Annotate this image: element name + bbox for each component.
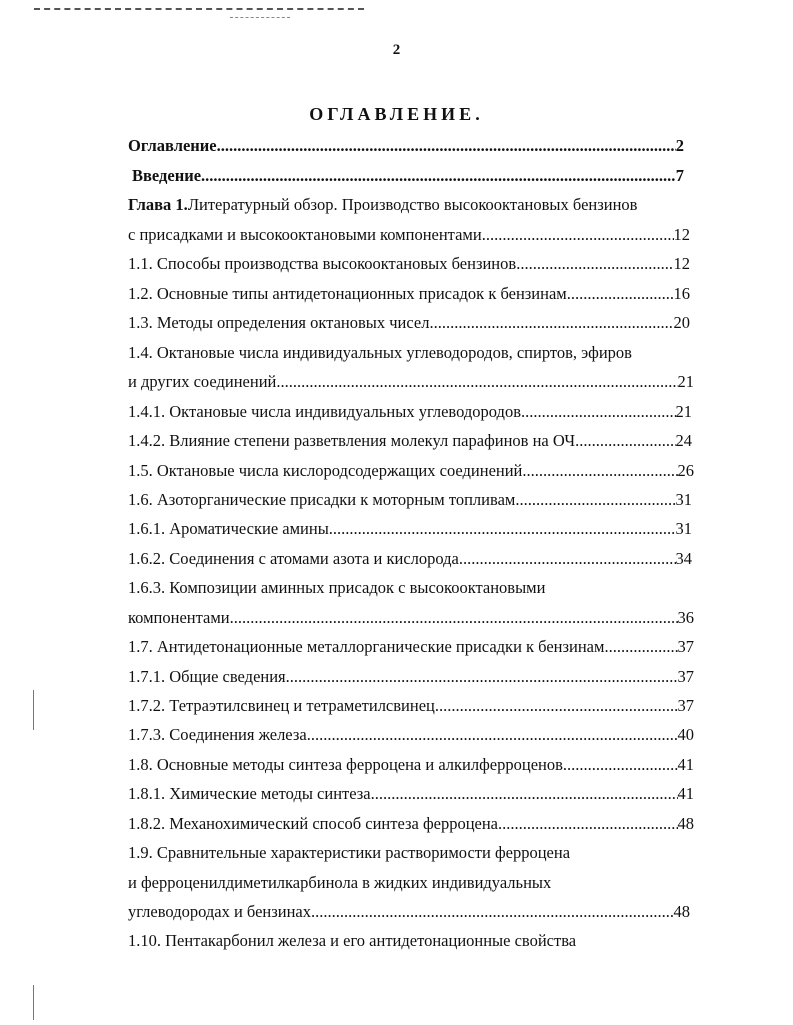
toc-entry-1-7 (128, 636, 694, 658)
toc-entry-label: 1.4.2. Влияние степени разветвления молекул парафинов на ОЧ (128, 431, 576, 450)
toc-entry-label: 1.6.1. Ароматические амины (128, 519, 329, 538)
toc-entry-label: Литературный обзор. Производство высокооктановых бензинов (187, 195, 638, 214)
toc-entry-page: 16 (673, 284, 690, 303)
toc-entry-1-3 (128, 312, 690, 334)
toc-entry-label: 1.2. Основные типы антидетонационных присадок к бензинам (128, 284, 567, 303)
leader-dots (516, 253, 673, 275)
leader-dots (604, 636, 677, 658)
leader-dots (329, 518, 676, 540)
toc-entry-1-6-3-cont (128, 607, 694, 629)
toc-entry-1-4-cont (128, 371, 694, 393)
toc-entry-label: Введение (132, 166, 202, 185)
toc-entry-page: 48 (677, 814, 694, 833)
scan-top-edge-mark-2 (230, 17, 290, 18)
leader-dots (371, 783, 678, 805)
toc-entry-page: 31 (675, 490, 692, 509)
toc-entry-page: 7 (675, 166, 684, 185)
toc-entry-page: 41 (677, 755, 694, 774)
toc-entry-1-8 (128, 754, 694, 776)
toc-entry-page: 24 (675, 431, 692, 450)
toc-entry-page: 34 (675, 549, 692, 568)
toc-entry-chapter-1-cont (128, 224, 690, 246)
leader-dots (201, 165, 676, 187)
leader-dots (217, 135, 676, 157)
toc-entry-page: 37 (677, 667, 694, 686)
toc-entry-1-2 (128, 283, 690, 305)
leader-dots (498, 813, 677, 835)
leader-dots (276, 371, 677, 393)
toc-entry-label-cont: компонентами (128, 608, 230, 627)
toc-entry-label: Оглавление (128, 136, 217, 155)
toc-entry-label: 1.1. Способы производства высокооктановых бензинов (128, 254, 517, 273)
toc-entry-page: 21 (677, 372, 694, 391)
toc-entry-1-9-cont: и ферроценилдиметилкарбинола в жидких индивидуальных (128, 873, 552, 892)
toc-entry-1-8-1 (128, 783, 694, 805)
toc-entry-label: 1.7.3. Соединения железа (128, 725, 307, 744)
leader-dots (307, 724, 678, 746)
toc-entry-1-6-3: 1.6.3. Композиции аминных присадок с высокооктановыми (128, 578, 546, 597)
toc-entry-1-4-1 (128, 401, 692, 423)
scan-top-edge-mark (34, 8, 364, 10)
toc-entry-page: 26 (677, 461, 694, 480)
leader-dots (567, 283, 674, 305)
leader-dots (515, 489, 675, 511)
toc-entry-page: 2 (675, 136, 684, 155)
toc-entry-label-cont: с присадками и высокооктановыми компонентами (128, 225, 482, 244)
toc-entry-label: 1.7.1. Общие сведения (128, 667, 286, 686)
toc-entry-introduction (132, 165, 684, 187)
toc-entry-label: 1.6.2. Соединения с атомами азота и кислорода (128, 549, 459, 568)
toc-entry-label-cont: углеводородах и бензинах (128, 902, 311, 921)
toc-entry-1-6 (128, 489, 692, 511)
toc-entry-1-6-2 (128, 548, 692, 570)
leader-dots (482, 224, 674, 246)
toc-entry-page: 37 (677, 637, 694, 656)
toc-entry-page: 41 (677, 784, 694, 803)
toc-entry-label: 1.8.2. Механохимический способ синтеза ферроцена (128, 814, 499, 833)
toc-entry-1-9-cont2 (128, 901, 690, 923)
toc-entry-chapter-1 (128, 194, 688, 216)
toc-entry-1-7-1 (128, 666, 694, 688)
toc-entry-1-5 (128, 460, 694, 482)
leader-dots (311, 901, 674, 923)
toc-entry-label: 1.8. Основные методы синтеза ферроцена и алкилферроценов (128, 755, 563, 774)
toc-entry-1-10: 1.10. Пентакарбонил железа и его антидетонационные свойства (128, 931, 577, 950)
toc-entry-contents (128, 135, 684, 157)
toc-entry-1-8-2 (128, 813, 694, 835)
toc-entry-1-4: 1.4. Октановые числа индивидуальных углеводородов, спиртов, эфиров (128, 343, 632, 362)
leader-dots (563, 754, 678, 776)
toc-entry-label: 1.8.1. Химические методы синтеза (128, 784, 371, 803)
toc-entry-page: 12 (673, 225, 690, 244)
leader-dots (575, 430, 675, 452)
toc-entry-1-1 (128, 253, 690, 275)
toc-entry-page: 21 (675, 402, 692, 421)
toc-entry-page: 31 (675, 519, 692, 538)
leader-dots (522, 460, 677, 482)
toc-entry-page: 40 (677, 725, 694, 744)
leader-dots (435, 695, 678, 717)
toc-entry-1-6-1 (128, 518, 692, 540)
page-number: 2 (392, 42, 401, 58)
toc-entry-page: 48 (673, 902, 690, 921)
scan-margin-mark (33, 690, 34, 730)
toc-entry-label-cont: и других соединений (128, 372, 277, 391)
toc-entry-1-7-3 (128, 724, 694, 746)
toc-entry-label: 1.5. Октановые числа кислородсодержащих соединений (128, 461, 523, 480)
toc-entry-label: 1.6. Азоторганические присадки к моторным топливам (128, 490, 516, 509)
leader-dots (521, 401, 676, 423)
toc-entry-1-9: 1.9. Сравнительные характеристики растворимости ферроцена (128, 843, 571, 862)
toc-entry-label: 1.7.2. Тетраэтилсвинец и тетраметилсвинец (128, 696, 435, 715)
toc-entry-1-7-2 (128, 695, 694, 717)
leader-dots (230, 607, 678, 629)
toc-title: ОГЛАВЛЕНИЕ. (309, 104, 484, 124)
toc-entry-page: 12 (673, 254, 690, 273)
chapter-prefix: Глава 1. (128, 195, 188, 214)
leader-dots (429, 312, 673, 334)
leader-dots (459, 548, 676, 570)
scan-margin-mark (33, 985, 34, 1020)
toc-entry-page: 37 (677, 696, 694, 715)
toc-entry-label: 1.3. Методы определения октановых чисел (128, 313, 430, 332)
leader-dots (286, 666, 678, 688)
toc-entry-label: 1.4.1. Октановые числа индивидуальных углеводородов (128, 402, 521, 421)
toc-entry-page: 20 (673, 313, 690, 332)
toc-entry-label: 1.7. Антидетонационные металлорганические присадки к бензинам (128, 637, 605, 656)
toc-entry-1-4-2 (128, 430, 692, 452)
toc-entry-page: 36 (677, 608, 694, 627)
